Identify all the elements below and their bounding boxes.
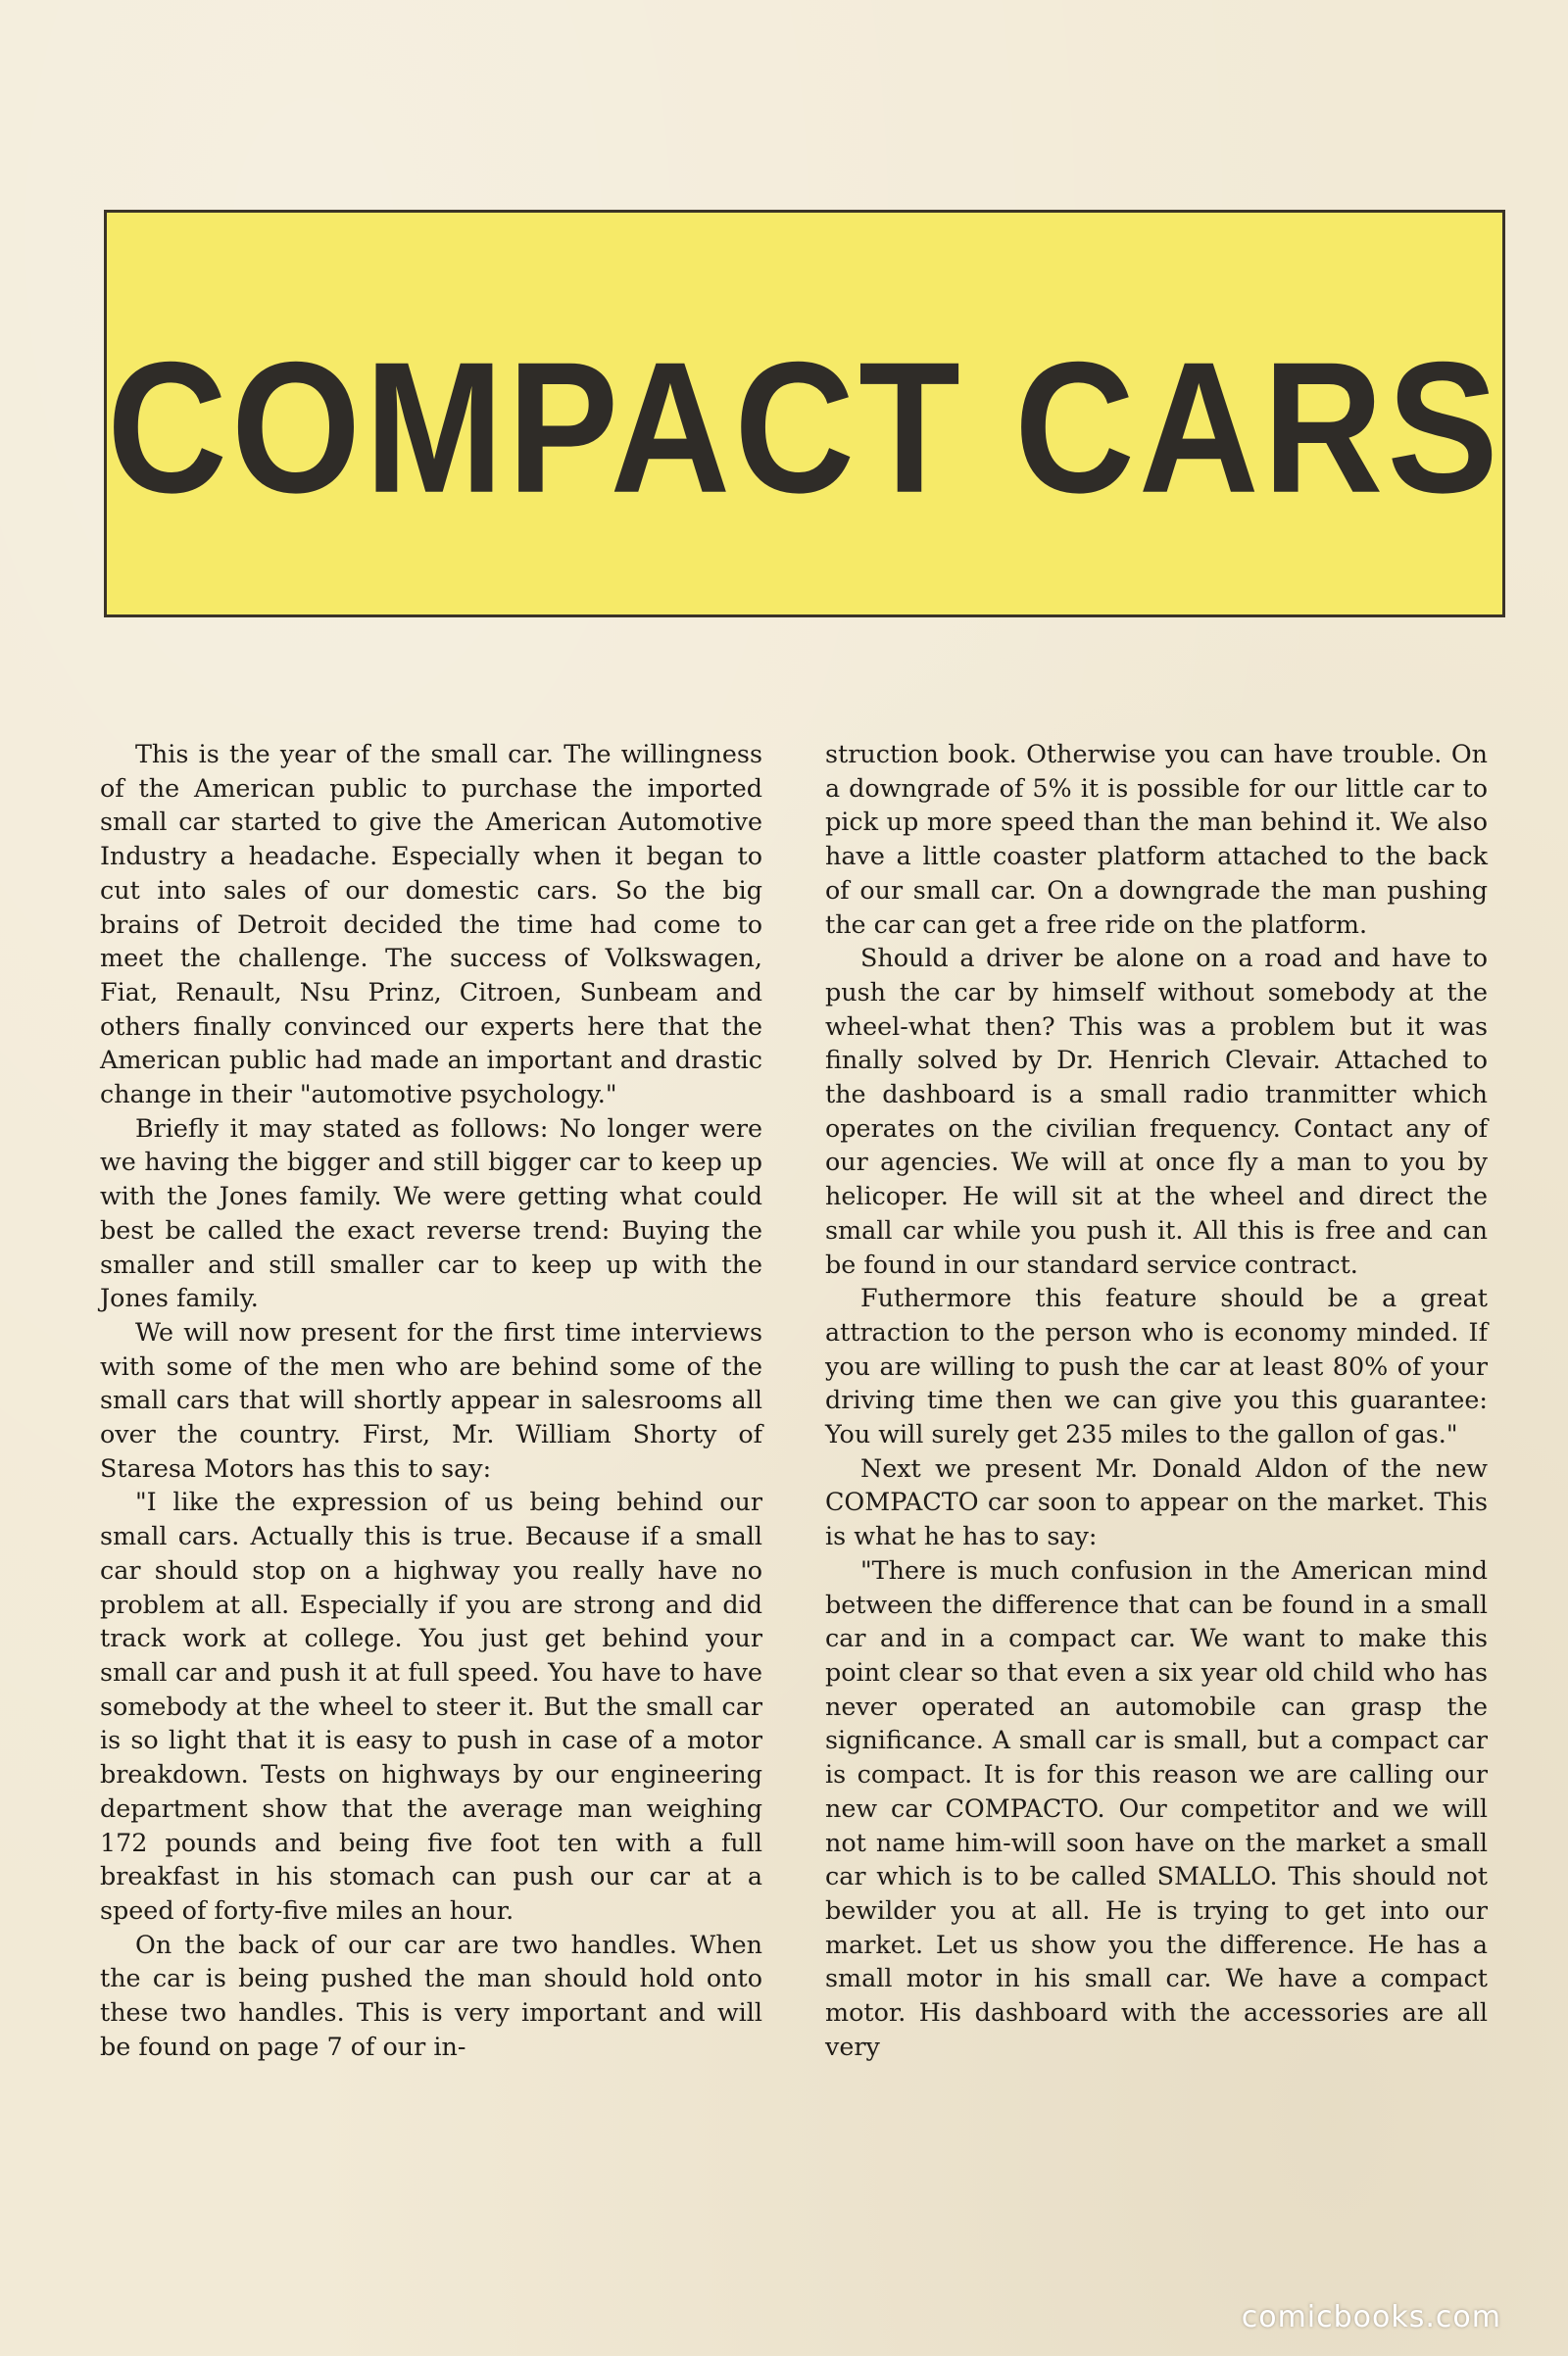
- paragraph: We will now present for the first time interviews with some of the men who are behind some of the small cars that will shortly appear in salesrooms all over the country. First, Mr. William Shorty of Staresa Motors has this to say:: [100, 1316, 762, 1483]
- paragraph: Next we present Mr. Donald Aldon of the new COMPACTO car soon to appear on the market. This is what he has to say:: [825, 1452, 1488, 1551]
- watermark: comicbooks.com: [1241, 2300, 1501, 2334]
- paragraph: "There is much confusion in the American mind between the difference that can be found in a small car and in a compact car. We want to make this point clear so that even a six year old child who has never operated an automobile can grasp the significance. A small car is small, but a compact car is compact. It is for this reason we are calling our new car COMPACTO. Our competitor and we will not name him-will soon have on the market a small car which is to be called SMALLO. This should not bewilder you at all. He is trying to get into our market. Let us show you the difference. He has a small motor in his small car. We have a compact motor. His dashboard with the accessories are all very: [825, 1554, 1488, 2061]
- paragraph: Should a driver be alone on a road and have to push the car by himself without somebody at the wheel-what then? This was a problem but it was finally solved by Dr. Henrich Clevair. Attached to the dashboard is a small radio tranmitter which operates on the civilian frequency. Contact any of our agencies. We will at once fly a man to you by helicoper. He will sit at the wheel and direct the small car while you push it. All this is free and can be found in our standard service contract.: [825, 943, 1488, 1279]
- paragraph: On the back of our car are two handles. When the car is being pushed the man should hold onto these two handles. This is very important and will be found on page 7 of our in-: [100, 1929, 762, 2061]
- paragraph: Futhermore this feature should be a great attraction to the person who is economy minded. If you are willing to push the car at least 80% of your driving time then we can give you this guarantee: You will surely get 235 miles to the gallon of gas.": [825, 1283, 1488, 1449]
- article-column-left: [100, 737, 762, 2063]
- title-banner: [104, 210, 1505, 617]
- paragraph: "I like the expression of us being behind our small cars. Actually this is true. Because if a small car should stop on a highway you really have no problem at all. Especially if you are strong and did track work at college. You just get behind your small car and push it at full speed. You have to have somebody at the wheel to steer it. But the small car is so light that it is easy to push in case of a motor breakdown. Tests on highways by our engineering department show that the average man weighing 172 pounds and being five foot ten with a full breakfast in his stomach can push our car at a speed of forty-five miles an hour.: [100, 1487, 762, 1925]
- paragraph: This is the year of the small car. The willingness of the American public to purchase the imported small car started to give the American Automotive Industry a headache. Especially when it began to cut into sales of our domestic cars. So the big brains of Detroit decided the time had come to meet the challenge. The success of Volkswagen, Fiat, Renault, Nsu Prinz, Citroen, Sunbeam and others finally convinced our experts here that the American public had made an important and drastic change in their "automotive psychology.": [100, 739, 762, 1109]
- article-column-right: [825, 737, 1488, 2063]
- paragraph-continued: struction book. Otherwise you can have trouble. On a downgrade of 5% it is possible for our little car to pick up more speed than the man behind it. We also have a little coaster platform attached to the back of our small car. On a downgrade the man pushing the car can get a free ride on the platform.: [825, 739, 1488, 939]
- page-title: COMPACT CARS: [107, 323, 1502, 533]
- paragraph: Briefly it may stated as follows: No longer were we having the bigger and still bigger car to keep up with the Jones family. We were getting what could best be called the exact reverse trend: Buying the smaller and still smaller car to keep up with the Jones family.: [100, 1112, 762, 1313]
